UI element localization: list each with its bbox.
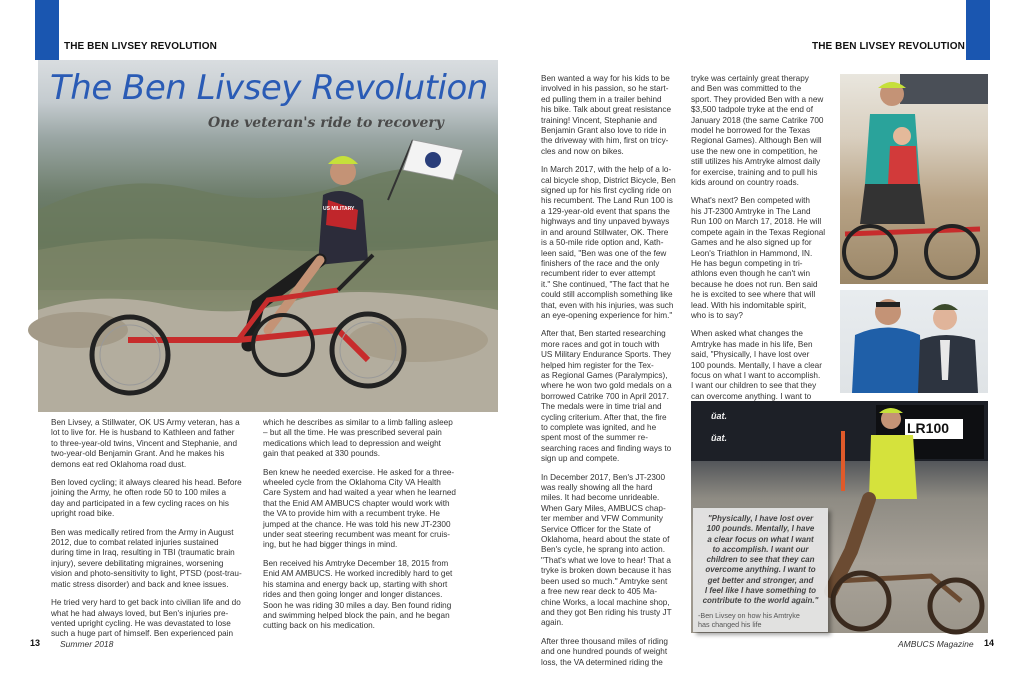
paragraph: Ben knew he needed exercise. He asked for a three- wheeled cycle from the Oklahoma City VA Health Care System and had waited a year when he learned that the Enid AM AMBUCS chapter would work with the VA to provide him with a recumbent tryke. He jumped at the chance. He was told his new JT-2300 under seat steering recumbent was meant for cruis- ing, but he had bigger things in mind. — [263, 467, 456, 550]
left-header-label: THE BEN LIVSEY REVOLUTION — [64, 41, 217, 52]
hero-photo — [38, 60, 498, 412]
paragraph: which he describes as similar to a limb falling asleep – but all the time. He was prescribed several pain medications which lead to depression and weight gain that peaked at 330 pounds. — [263, 418, 453, 459]
right-page-number: 14 — [984, 638, 995, 648]
left-column-2 — [263, 418, 488, 640]
pull-quote-attribution: -Ben Livsey on how his Amtryke has changed his life — [698, 610, 800, 629]
left-page-number: 13 — [30, 638, 41, 648]
hero-illustration — [38, 60, 498, 412]
paragraph: Ben received his Amtryke December 18, 2015 from Enid AM AMBUCS. He worked incredibly hard to get his stamina and energy back up, starting with short rides and then going longer and longer distances. Soon he was riding 30 miles a day. Ben found riding and swimming helped block the pain, and he began cutting back on his medication. — [263, 558, 453, 631]
svg-text:ŭat.: ŭat. — [711, 411, 728, 421]
photo-ben-with-veteran — [840, 290, 988, 393]
left-accent-bar — [35, 0, 59, 60]
paragraph: Ben was medically retired from the Army in August 2012, due to combat related injuries sustained during time in Iraq, resulting in TBI (traumatic brain injury), severe debilitating migraines, worsening vision and photo-sensitivity to light, PTSD (post-trau- matic stress disorder) and back and knee issues. — [51, 527, 242, 589]
right-column-1 — [541, 74, 687, 676]
paragraph: When asked what changes the Amtryke has made in his life, Ben said, "Physically, I have lost over 100 pounds. Mentally, I have a clear focus on what I want to accomplish. I want our children to see that they can overcome anything. I want to — [691, 329, 822, 401]
svg-text:ŭat.: ŭat. — [711, 433, 728, 443]
paragraph: Ben loved cycling; it always cleared his head. Before joining the Army, he often rode 50 to 100 miles a day and participated in a few cycling races on his upright road bike. — [51, 478, 242, 519]
left-footer-text: Summer 2018 — [60, 639, 114, 649]
right-column-2 — [691, 74, 837, 421]
paragraph: He tried very hard to get back into civilian life and do what he had always loved, but Ben's injuries pre- vented upright cycling. He was devastated to lose such a huge part of himself. Ben experienced pain — [51, 598, 241, 639]
paragraph: After three thousand miles of riding and one hundred pounds of weight loss, the VA determined riding the — [541, 636, 668, 667]
pull-quote — [693, 508, 828, 632]
paragraph: In December 2017, Ben's JT-2300 was really showing all the hard miles. It had become unrideable. When Gary Miles, AMBUCS chap- ter member and VFW Community Service Officer for the State of Oklahoma, heard about the state of Ben's cycle, he sprang into action. "That's what we love to hear! That a tryke is broken down because it has been used so much." Amtryke sent a free new rear deck to 405 Ma- chine Works, a local machine shop, and they got Ben riding his trusty JT again. — [541, 472, 672, 628]
paragraph: Ben wanted a way for his kids to be involved in his passion, so he start- ed pulling them in a trailer behind his bike. Talk about great resistance training! Vincent, Stephanie and Benjamin Grant also love to ride in the driveway with him, first on tricy- cles and now on bikes. — [541, 74, 672, 156]
paragraph: After that, Ben started researching more races and got in touch with US Military Endurance Sports. They helped him register for the Tex- as Regional Games (Paralympics), where he won two gold medals on a borrowed Catrike 700 in April 2017. The medals were in time trial and cycling criterium. After that, the fire to complete was ignited, and he spent most of the summer re- searching races and finding ways to sign up and compete. — [541, 329, 672, 464]
left-column-1 — [51, 418, 261, 648]
article-title: The Ben Livsey Revolution — [50, 68, 488, 108]
right-footer-text: AMBUCS Magazine — [898, 639, 974, 649]
paragraph: In March 2017, with the help of a lo- cal bicycle shop, District Bicycle, Ben signed up for his first cycling ride on his recumbent. The Land Run 100 is a 129-year-old event that spans the highways and tiny unpaved byways in and around Stillwater, OK. There is a 50-mile ride option and, Kath- leen said, "Ben was one of the few finishers of the race and the only recumbent rider to ever attempt it." She continued, "The fact that he could still accomplish something like that, even with his injuries, was such an eye-opening experience for him." — [541, 165, 676, 320]
right-accent-bar — [966, 0, 990, 60]
photo-ben-with-child — [840, 74, 988, 284]
paragraph: tryke was certainly great therapy and Ben was committed to the sport. They provided Ben with a new $3,500 tadpole tryke at the end of January 2018 (the same Catrike 700 model he borrowed for the Texas Regional Games). Although Ben will use the new one in competition, he still utilizes his Amtryke almost daily for exercise, training and to pull his kids around on country roads. — [691, 74, 824, 188]
pull-quote-text: "Physically, I have lost over 100 pounds. Mentally, I have a clear focus on what I want to accomplish. I want our children to see that they can overcome anything. I want to get better and stronger, and I feel like I have something to contribute to the world again." — [702, 514, 819, 606]
paragraph: Ben Livsey, a Stillwater, OK US Army veteran, has a lot to live for. He is husband to Kathleen and father to three-year-old twins, Vincent and Stephanie, and two-year-old Benjamin Grant. And he makes his demons eat red Oklahoma road dust. — [51, 418, 240, 469]
sign-lr100: LR100 — [907, 420, 950, 436]
rider-jersey-text: US MILITARY — [323, 206, 355, 212]
right-header-label: THE BEN LIVSEY REVOLUTION — [812, 41, 965, 52]
paragraph: What's next? Ben competed with his JT-2300 Amtryke in The Land Run 100 on March 17, 2018. He will compete again in the Texas Regional Games and he also signed up for Leon's Triathlon in Hammond, IN. He has begun competing in tri- athlons even though he can't win because he does not run. Ben said he is excited to see where that will lead. With his indomitable spirit, who is to say? — [691, 196, 826, 320]
article-subtitle: One veteran's ride to recovery — [208, 115, 444, 131]
